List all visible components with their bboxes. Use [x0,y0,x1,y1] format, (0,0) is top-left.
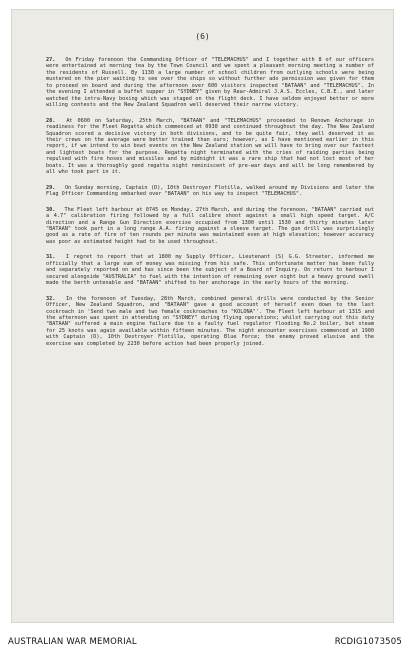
paragraph-number: 30. [46,206,56,213]
paragraph-text: In the forenoon of Tuesday, 28th March, combined general drills were conducted by the Senior Officer, New Zealand Squadron, and "BATAAN" gave a good account of herself even down to the last cockroach in 'Send two male and two female cockroaches to "KOLONA"'. The Fleet left harbour at 1315 and the afternoon was spent in attending on "SYDNEY" during flying operations; whilst carrying out this duty "BATAAN" suffered a main engine failure due to a faulty fuel regulator flooding No.2 boiler, but steam for 25 knots was again available within fifteen minutes. The night encounter exercises commenced at 1900 with Captain (D), 10th Destroyer Flotilla, operating Blue Force; the enemy proved elusive and the exercise was completed by 2230 before action had been properly joined. [46,295,374,347]
document-body [46,57,374,356]
record-id: RCDIG1073505 [334,637,402,647]
paragraph-text: The Fleet left harbour at 0745 on Monday, 27th March, and during the forenoon, "BATAAN" carried out a 4.7" calibration firing followed by a full calibre shoot against a small high speed target. A/C direction and a Range Gun Direction exercise occupied from 1300 until 1530 and thirty minutes later "BATAAN" took part in a long range A.A. firing against a sleeve target. The gun drill was surprisingly good as a rate of fire of ten rounds per minute was maintained even at high elevation; however accuracy was poor as estimated height had to be used throughout. [46,206,374,245]
paragraph-31 [46,254,374,286]
paragraph-29 [46,185,374,198]
paragraph-30 [46,207,374,246]
paragraph-number: 29. [46,184,56,191]
paragraph-28 [46,118,374,176]
archive-footer [0,631,410,654]
archive-name: AUSTRALIAN WAR MEMORIAL [8,637,137,647]
paragraph-27 [46,57,374,109]
document-page [12,10,393,622]
paragraph-text: I regret to report that at 1800 my Supply Officer, Lieutenant (S) G.G. Streeter, informed me officially that a large sum of money was missing from his safe. This unfortunate matter has been fully and separately reported on and has since been the subject of a Board of Inquiry. On return to harbour I secured alongside "AUSTRALIA" to fuel with the intention of remaining over night but a heavy ground swell made the berth untenable and "BATAAN" shifted to her anchorage in the early hours of the morning. [46,254,374,287]
paragraph-32 [46,296,374,348]
paragraph-text: On Sunday morning, Captain (D), 10th Destroyer Flotilla, walked around my Divisions and later the Flag Officer Commanding embarked over "BATAAN" on his way to inspect "TELEMACHUS". [46,184,374,198]
paragraph-text: At 0600 on Saturday, 25th March, "BATAAN" and "TELEMACHUS" proceeded to Renown Anchorage in readiness for the Fleet Regatta which commenced at 0930 and continued throughout the day. The New Zealand Squadron scored a decisive victory in both divisions, and to be quite fair, they well deserved it as their crews on the average were better trained than ours; however, as I have mentioned earlier in this report, if we intend to win boat events on the New Zealand station we will have to bring over our fastest and lightest boats for the purpose. Regatta night terminated with the cries of raiding parties being repulsed with fire hoses and missiles and by midnight it was a rare ship that had not lost most of her boats. It was a thoroughly good regatta night reminiscent of pre-war days and will be long remembered by all who took part in it. [46,117,374,176]
page-number: (6) [195,32,210,41]
paragraph-number: 28. [46,117,56,124]
paragraph-number: 27. [46,57,56,63]
paragraph-number: 32. [46,295,56,302]
paragraph-text: On Friday forenoon the Commanding Officer of "TELEMACHUS" and I together with 8 of our officers were entertained at morning tea by the Town Council and we spent a pleasant morning meeting a number of the residents of Russell. By 1130 a large number of school children from outlying schools were being mustered on the pier waiting to see over the ships so without further ado permission was given for them to proceed on board and during the afternoon over 600 visitors inspected "BATAAN" and "TELEMACHUS". In the evening I attended a buffet supper in "SYDNEY" given by Rear-Admiral J.A.S. Eccles, C.B.E., and later watched the intra-Navy boxing which was staged on the flight deck. I have seldom enjoyed better or more willing contests and the New Zealand Squadron well deserved their narrow victory. [46,57,375,109]
paragraph-number: 31. [46,254,56,261]
